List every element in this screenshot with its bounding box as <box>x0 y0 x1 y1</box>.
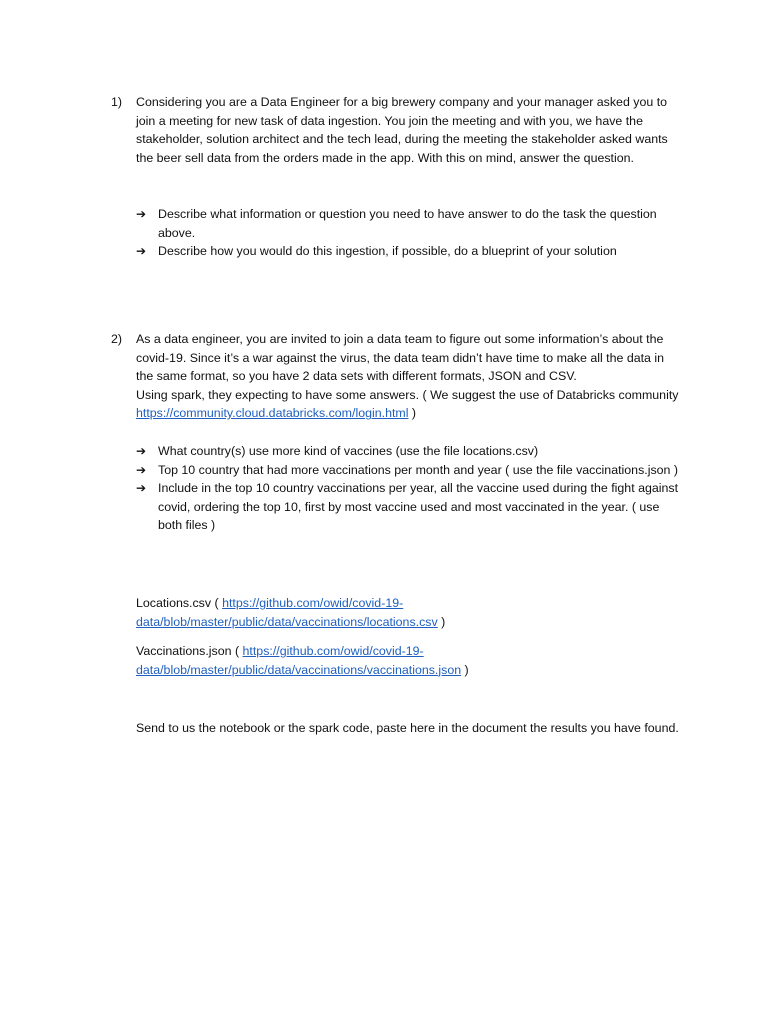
vaccinations-link[interactable]: https://github.com/owid/covid-19-data/blob/master/public/data/vaccinations/vaccinations.json <box>136 644 462 677</box>
question-2-databricks-prefix: Using spark, they expecting to have some answers. ( We suggest the use of Databricks community <box>136 387 679 402</box>
bullet-text: What country(s) use more kind of vaccines (use the file locations.csv) <box>158 444 539 458</box>
bullet-text: Describe how you would do this ingestion, if possible, do a blueprint of your solution <box>158 244 617 259</box>
bullet-text: Describe what information or question you need to have answer to do the task the question above. <box>158 207 657 240</box>
arrow-right-icon: ➔ <box>136 444 147 458</box>
question-2-databricks-line <box>136 386 681 423</box>
question-2-bullets <box>136 442 681 535</box>
question-2-paragraph: As a data engineer, you are invited to join a data team to figure out some information’s about the covid-19. Since it’s a war against the virus, the data team didn’t have time to make all the data in the same format, so you have 2 data sets with different formats, JSON and CSV. <box>136 332 665 384</box>
locations-link[interactable]: https://github.com/owid/covid-19-data/blob/master/public/data/vaccinations/locations.csv <box>136 596 438 629</box>
vaccinations-suffix: ) <box>461 662 469 677</box>
list-item <box>136 461 681 480</box>
arrow-right-icon: ➔ <box>136 244 147 259</box>
list-item <box>136 205 681 242</box>
question-2 <box>111 330 681 423</box>
vaccinations-label: Vaccinations.json ( <box>136 644 243 658</box>
list-item <box>136 242 681 261</box>
vaccinations-file <box>136 642 681 679</box>
arrow-right-icon: ➔ <box>136 462 147 477</box>
databricks-link[interactable]: https://community.cloud.databricks.com/login.html <box>136 406 409 421</box>
bullet-text: Top 10 country that had more vaccinations per month and year ( use the file vaccinations.json ) <box>158 462 679 477</box>
arrow-right-icon: ➔ <box>136 207 147 221</box>
list-item <box>136 479 681 535</box>
question-2-databricks-suffix: ) <box>408 406 417 421</box>
list-item <box>136 442 681 461</box>
question-1-paragraph: Considering you are a Data Engineer for a big brewery company and your manager asked you to join a meeting for new task of data ingestion. You join the meeting and with you, we have the stakeholder, solution architect and the tech lead, during the meeting the stakeholder asked wants the beer sell data from the orders made in the app. With this on mind, answer the question. <box>136 95 668 165</box>
question-1-number: 1) <box>111 95 123 109</box>
locations-label: Locations.csv ( <box>136 596 223 610</box>
question-2-number: 2) <box>111 332 123 346</box>
question-1 <box>111 93 681 167</box>
arrow-right-icon: ➔ <box>136 481 147 496</box>
bullet-text: Include in the top 10 country vaccinations per year, all the vaccine used during the fight against covid, ordering the top 10, first by most vaccine used and most vaccinated in the year. ( use both files ) <box>158 481 679 533</box>
closing-instruction: Send to us the notebook or the spark code, paste here in the document the results you have found. <box>136 721 679 735</box>
locations-file <box>136 594 681 631</box>
question-1-bullets <box>136 205 681 261</box>
locations-suffix: ) <box>437 614 446 629</box>
